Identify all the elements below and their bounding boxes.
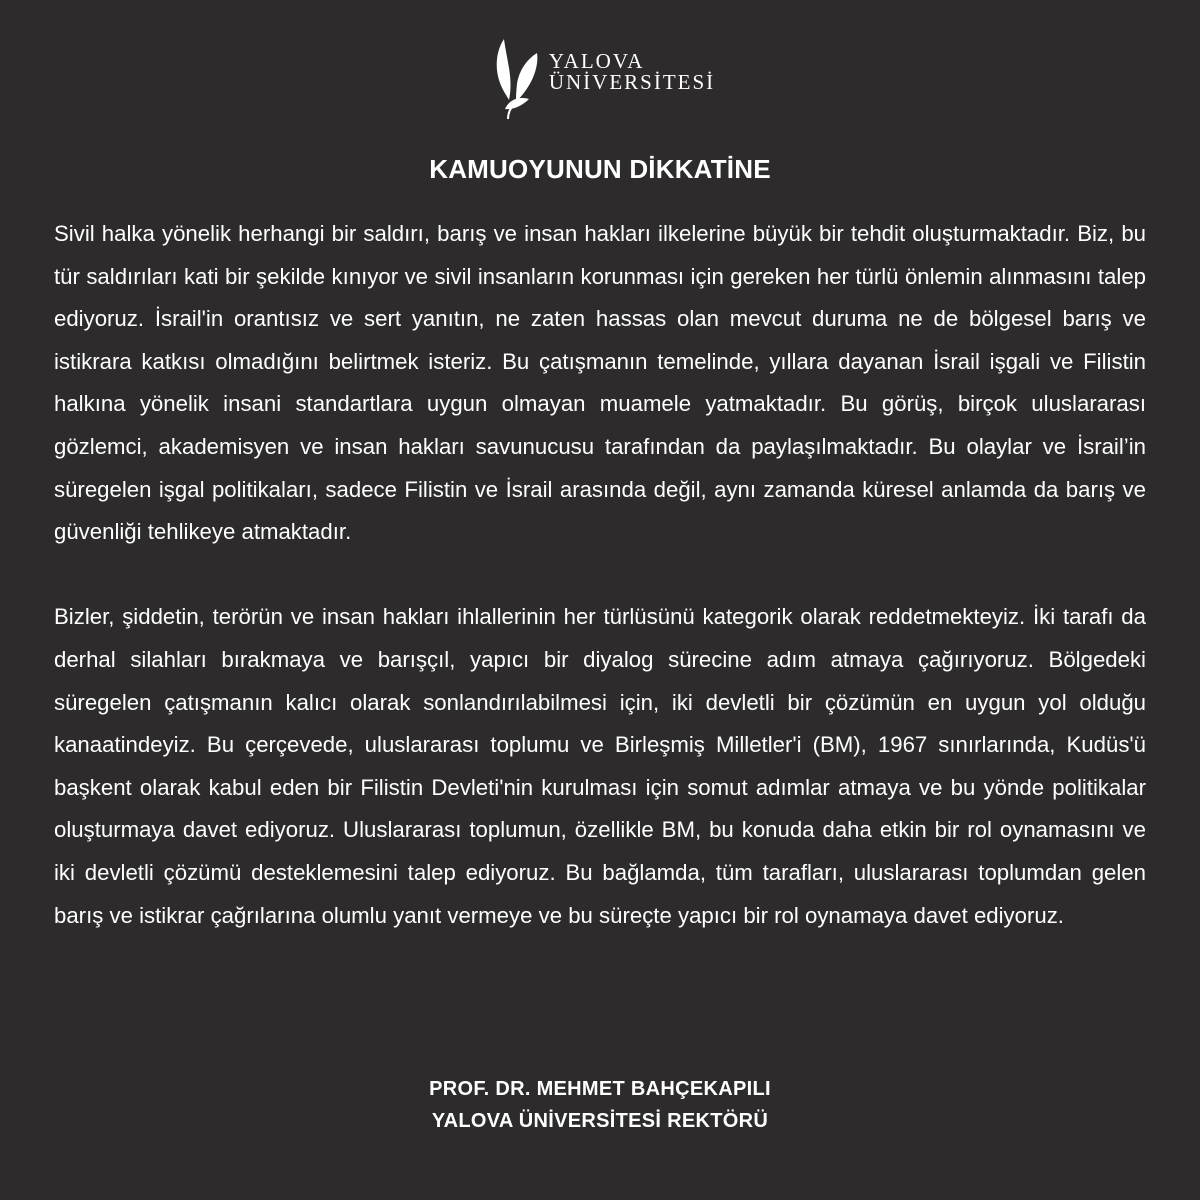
signature-block [0,1073,1200,1137]
university-logo [0,34,1200,124]
logo-line-2: ÜNİVERSİTESİ [548,70,716,94]
logo-lockup [495,37,715,121]
paragraph-2: Bizler, şiddetin, terörün ve insan hakları ihlallerinin her türlüsünü kategorik olarak reddetmekteyiz. İki tarafı da derhal silahları bırakmaya ve barışçıl, yapıcı bir diyalog sürecine adım atmaya çağırıyoruz. Bölgedeki süregelen çatışmanın kalıcı olarak sonlandırılabilmesi için, iki devletli bir çözümün en uygun yol olduğu kanaatindeyiz. Bu çerçevede, uluslararası toplumu ve Birleşmiş Milletler'i (BM), 1967 sınırlarında, Kudüs'ü başkent olarak kabul eden bir Filistin Devleti'nin kurulması için somut adımlar atmaya ve bu yönde politikalar oluşturmaya davet ediyoruz. Uluslararası toplumun, özellikle BM, bu konuda daha etkin bir rol oynamasını ve iki devletli çözümü desteklemesini talep ediyoruz. Bu bağlamda, tüm tarafları, uluslararası toplumdan gelen barış ve istikrar çağrılarına olumlu yanıt vermeye ve bu süreçte yapıcı bir rol oynamaya davet ediyoruz. [54,604,1146,928]
signatory-role: YALOVA ÜNİVERSİTESİ REKTÖRÜ [431,1110,769,1132]
paragraph-1: Sivil halka yönelik herhangi bir saldırı, barış ve insan hakları ilkelerine büyük bir tehdit oluşturmaktadır. Biz, bu tür saldırıları kati bir şekilde kınıyor ve sivil insanların korunması için gereken her türlü önlemin alınmasını talep ediyoruz. İsrail'in orantısız ve sert yanıtın, ne zaten hassas olan mevcut duruma ne de bölgesel barış ve istikrara katkısı olmadığını belirtmek isteriz. Bu çatışmanın temelinde, yıllara dayanan İsrail işgali ve Filistin halkına yönelik insani standartlara uygun olmayan muamele yatmaktadır. Bu görüş, birçok uluslararası gözlemci, akademisyen ve insan hakları savunucusu tarafından da paylaşılmaktadır. Bu olaylar ve İsrail’in süregelen işgal politikaları, sadece Filistin ve İsrail arasında değil, aynı zamanda küresel anlamda da barış ve güvenliği tehlikeye atmaktadır. [54,221,1146,545]
signatory-name: PROF. DR. MEHMET BAHÇEKAPILI [429,1078,771,1100]
logo-text [549,51,715,93]
announcement-body [54,213,1146,937]
logo-line-1: YALOVA [548,49,645,73]
leaf-logo-icon [495,37,541,121]
announcement-title: KAMUOYUNUN DİKKATİNE [429,154,771,184]
